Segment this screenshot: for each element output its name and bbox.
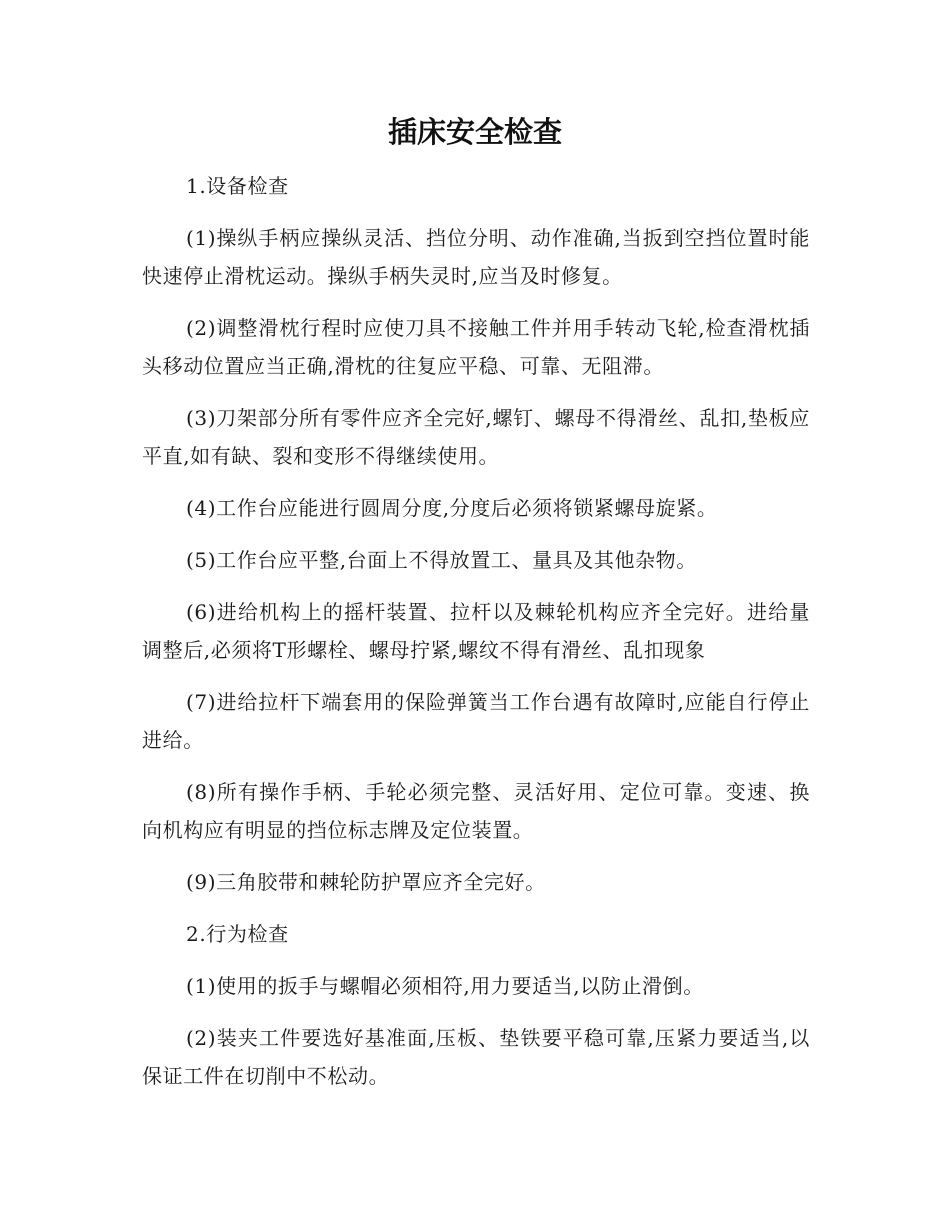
- page-title: 插床安全检查: [387, 115, 562, 149]
- section-heading-equipment: 1.设备检查: [186, 174, 289, 198]
- paragraph-equipment-4: (4)工作台应能进行圆周分度,分度后必须将锁紧螺母旋紧。: [186, 496, 718, 520]
- paragraph-equipment-6: (6)进给机构上的摇杆装置、拉杆以及棘轮机构应齐全完好。进给量调整后,必须将T形螺栓、螺母拧紧,螺纹不得有滑丝、乱扣现象: [142, 600, 810, 662]
- paragraph-equipment-5: (5)工作台应平整,台面上不得放置工、量具及其他杂物。: [186, 548, 697, 572]
- paragraph-equipment-7: (7)进给拉杆下端套用的保险弹簧当工作台遇有故障时,应能自行停止进给。: [142, 690, 810, 752]
- section-heading-behavior: 2.行为检查: [186, 922, 289, 946]
- paragraph-equipment-9: (9)三角胶带和棘轮防护罩应齐全完好。: [186, 870, 546, 894]
- document-body: [142, 167, 810, 1109]
- paragraph-equipment-8: (8)所有操作手柄、手轮必须完整、灵活好用、定位可靠。变速、换向机构应有明显的挡位标志牌及定位装置。: [142, 780, 810, 842]
- paragraph-equipment-1: (1)操纵手柄应操纵灵活、挡位分明、动作准确,当扳到空挡位置时能快速停止滑枕运动。操纵手柄失灵时,应当及时修复。: [142, 226, 810, 288]
- paragraph-behavior-2: (2)装夹工件要选好基准面,压板、垫铁要平稳可靠,压紧力要适当,以保证工件在切削中不松动。: [142, 1026, 810, 1088]
- paragraph-equipment-2: (2)调整滑枕行程时应使刀具不接触工件并用手转动飞轮,检查滑枕插头移动位置应当正确,滑枕的往复应平稳、可靠、无阻滞。: [142, 316, 810, 378]
- paragraph-equipment-3: (3)刀架部分所有零件应齐全完好,螺钉、螺母不得滑丝、乱扣,垫板应平直,如有缺、裂和变形不得继续使用。: [142, 406, 810, 468]
- paragraph-behavior-1: (1)使用的扳手与螺帽必须相符,用力要适当,以防止滑倒。: [186, 974, 704, 998]
